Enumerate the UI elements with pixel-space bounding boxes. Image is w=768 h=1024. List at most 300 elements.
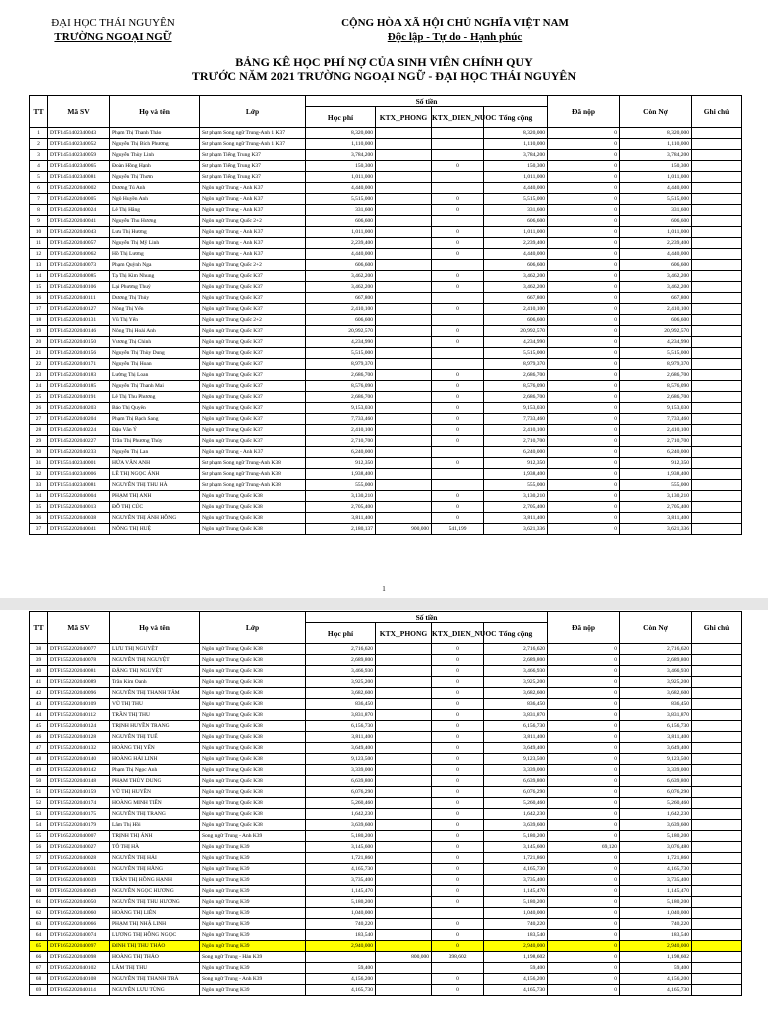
table-row: [30, 491, 742, 502]
debt-cell: 667,800: [620, 293, 692, 304]
note-cell: [692, 205, 742, 216]
table-row: [30, 754, 742, 765]
note-cell: [692, 677, 742, 688]
dorm-utility-cell: 0: [432, 941, 484, 952]
dorm-room-cell: [376, 359, 432, 370]
paid-cell: 0: [548, 447, 620, 458]
header-ho_ten: Họ và tên: [110, 612, 200, 644]
name-cell: Nguyễn Thị Bích Phương: [110, 139, 200, 150]
dorm-utility-cell: 0: [432, 721, 484, 732]
tuition-cell: 331,600: [306, 205, 376, 216]
dorm-room-cell: [376, 655, 432, 666]
dorm-room-cell: [376, 139, 432, 150]
paid-cell: 0: [548, 161, 620, 172]
dorm-room-cell: [376, 963, 432, 974]
tt-cell: 53: [30, 809, 48, 820]
total-cell: 8,576,090: [484, 381, 548, 392]
class-cell: Sư phạm Tiếng Trung K37: [200, 172, 306, 183]
student-id-cell: DTF1452202040146: [48, 326, 110, 337]
table-row: [30, 677, 742, 688]
tuition-cell: 3,639,600: [306, 820, 376, 831]
debt-cell: 3,831,870: [620, 710, 692, 721]
dorm-room-cell: [376, 985, 432, 996]
class-cell: Ngôn ngữ Trung K39: [200, 985, 306, 996]
total-cell: 3,649,400: [484, 743, 548, 754]
table-row: [30, 403, 742, 414]
note-cell: [692, 502, 742, 513]
class-cell: Ngôn ngữ Trung Quốc 2+2: [200, 216, 306, 227]
dorm-room-cell: [376, 436, 432, 447]
total-cell: 3,735,400: [484, 875, 548, 886]
dorm-room-cell: [376, 480, 432, 491]
note-cell: [692, 930, 742, 941]
dorm-room-cell: [376, 381, 432, 392]
dorm-room-cell: [376, 370, 432, 381]
student-id-cell: DTF1451402340081: [48, 172, 110, 183]
note-cell: [692, 513, 742, 524]
header-tt: TT: [30, 612, 48, 644]
dorm-utility-cell: 0: [432, 502, 484, 513]
debt-cell: 1,011,000: [620, 227, 692, 238]
student-id-cell: DTF1452202040106: [48, 282, 110, 293]
paid-cell: 0: [548, 128, 620, 139]
total-cell: 1,011,000: [484, 172, 548, 183]
class-cell: Ngôn ngữ Trung Quốc K37: [200, 271, 306, 282]
total-cell: 9,123,500: [484, 754, 548, 765]
class-cell: Sư phạm Song ngữ Trung-Anh K38: [200, 480, 306, 491]
student-id-cell: DTF1452202040224: [48, 425, 110, 436]
class-cell: Ngôn ngữ Trung Quốc K37: [200, 282, 306, 293]
total-cell: 4,440,000: [484, 183, 548, 194]
class-cell: Ngôn ngữ Trung Quốc K37: [200, 359, 306, 370]
tuition-cell: 3,339,000: [306, 765, 376, 776]
student-id-cell: DTF1552202040038: [48, 513, 110, 524]
total-cell: 606,600: [484, 260, 548, 271]
total-cell: 2,710,700: [484, 436, 548, 447]
table-row: [30, 524, 742, 535]
tuition-cell: 1,938,400: [306, 469, 376, 480]
note-cell: [692, 392, 742, 403]
dorm-room-cell: [376, 502, 432, 513]
name-cell: Đoàn Hồng Hạnh: [110, 161, 200, 172]
debt-cell: 2,705,400: [620, 502, 692, 513]
tuition-cell: 3,130,210: [306, 491, 376, 502]
name-cell: Phạm Thị Thanh Thảo: [110, 128, 200, 139]
debt-cell: 59,400: [620, 963, 692, 974]
dorm-utility-cell: 0: [432, 710, 484, 721]
class-cell: Ngôn ngữ Trung Quốc K38: [200, 677, 306, 688]
table-row: [30, 139, 742, 150]
note-cell: [692, 172, 742, 183]
note-cell: [692, 458, 742, 469]
header-ktx_phong: KTX_PHONG: [376, 107, 432, 128]
header-con_no: Còn Nợ: [620, 612, 692, 644]
note-cell: [692, 447, 742, 458]
tt-cell: 67: [30, 963, 48, 974]
class-cell: Ngôn ngữ Trung Quốc K37: [200, 326, 306, 337]
tt-cell: 22: [30, 359, 48, 370]
student-id-cell: DTF1552202040004: [48, 491, 110, 502]
table-row: [30, 853, 742, 864]
dorm-utility-cell: 0: [432, 842, 484, 853]
tt-cell: 10: [30, 227, 48, 238]
total-cell: 3,811,400: [484, 732, 548, 743]
tt-cell: 5: [30, 172, 48, 183]
class-cell: Ngôn ngữ Trung Quốc K37: [200, 403, 306, 414]
dorm-utility-cell: 0: [432, 831, 484, 842]
total-cell: 740,220: [484, 919, 548, 930]
class-cell: Song ngữ Trung - Anh K39: [200, 831, 306, 842]
class-cell: Sư phạm Song ngữ Trung-Anh K38: [200, 469, 306, 480]
table-row: [30, 392, 742, 403]
table-row: [30, 886, 742, 897]
debt-cell: 3,682,600: [620, 688, 692, 699]
student-id-cell: DTF1452202040185: [48, 381, 110, 392]
table-row: [30, 458, 742, 469]
note-cell: [692, 842, 742, 853]
table-row: [30, 304, 742, 315]
class-cell: Ngôn ngữ Trung K39: [200, 864, 306, 875]
header-ktx_dien_nuoc: KTX_DIEN_NUOC: [432, 623, 484, 644]
name-cell: Ngô Huyền Anh: [110, 194, 200, 205]
student-id-cell: DTF1452202040203: [48, 403, 110, 414]
table-row: [30, 150, 742, 161]
table-row: [30, 699, 742, 710]
total-cell: 3,639,600: [484, 820, 548, 831]
debt-cell: 3,811,400: [620, 513, 692, 524]
note-cell: [692, 743, 742, 754]
student-id-cell: DTF1552202040148: [48, 776, 110, 787]
name-cell: ĐINH THỊ THU THẢO: [110, 941, 200, 952]
note-cell: [692, 963, 742, 974]
dorm-room-cell: [376, 743, 432, 754]
student-id-cell: DTF1451402340065: [48, 161, 110, 172]
paid-cell: 0: [548, 370, 620, 381]
note-cell: [692, 941, 742, 952]
student-id-cell: DTF1452202040062: [48, 249, 110, 260]
name-cell: TRỊNH HUYỀN TRANG: [110, 721, 200, 732]
paid-cell: 0: [548, 315, 620, 326]
debt-cell: 3,784,200: [620, 150, 692, 161]
dorm-room-cell: [376, 491, 432, 502]
paid-cell: 0: [548, 392, 620, 403]
class-cell: Ngôn ngữ Trung Quốc K38: [200, 820, 306, 831]
class-cell: Ngôn ngữ Trung Quốc K37: [200, 348, 306, 359]
class-cell: Sư phạm Song ngữ Trung-Anh K38: [200, 458, 306, 469]
table-row: [30, 809, 742, 820]
class-cell: Sư phạm Song ngữ Trung-Anh 1 K37: [200, 139, 306, 150]
total-cell: 3,925,200: [484, 677, 548, 688]
dorm-room-cell: [376, 260, 432, 271]
total-cell: 6,639,800: [484, 776, 548, 787]
tt-cell: 31: [30, 458, 48, 469]
dorm-utility-cell: [432, 260, 484, 271]
class-cell: Ngôn ngữ Trung - Anh K37: [200, 205, 306, 216]
institution-header: [28, 16, 198, 44]
debt-cell: 331,600: [620, 205, 692, 216]
name-cell: Phạm Thị Bạch Sang: [110, 414, 200, 425]
note-cell: [692, 381, 742, 392]
tuition-cell: 7,733,460: [306, 414, 376, 425]
tt-cell: 66: [30, 952, 48, 963]
total-cell: 5,180,200: [484, 897, 548, 908]
student-id-cell: DTF1452202040073: [48, 260, 110, 271]
tt-cell: 39: [30, 655, 48, 666]
tuition-cell: 4,165,730: [306, 985, 376, 996]
name-cell: Hồ Thị Lương: [110, 249, 200, 260]
student-id-cell: DTF1552202040124: [48, 721, 110, 732]
header-con_no: Còn Nợ: [620, 96, 692, 128]
national-header: [330, 16, 580, 44]
paid-cell: 0: [548, 381, 620, 392]
dorm-utility-cell: [432, 315, 484, 326]
name-cell: PHẠM THỊ ANH: [110, 491, 200, 502]
name-cell: Bảo Thị Quyên: [110, 403, 200, 414]
tuition-cell: 4,440,000: [306, 249, 376, 260]
dorm-utility-cell: 0: [432, 699, 484, 710]
dorm-room-cell: [376, 425, 432, 436]
tt-cell: 52: [30, 798, 48, 809]
student-id-cell: DTF1652202040028: [48, 853, 110, 864]
class-cell: Ngôn ngữ Trung - Anh K37: [200, 183, 306, 194]
table-row: [30, 359, 742, 370]
class-cell: Ngôn ngữ Trung - Anh K37: [200, 238, 306, 249]
table-row: [30, 655, 742, 666]
dorm-utility-cell: 0: [432, 271, 484, 282]
page-number: 1: [382, 585, 386, 593]
table-row: [30, 776, 742, 787]
dorm-utility-cell: [432, 128, 484, 139]
debt-cell: 2,410,100: [620, 425, 692, 436]
tt-cell: 58: [30, 864, 48, 875]
class-cell: Sư phạm Tiếng Trung K37: [200, 161, 306, 172]
table-row: [30, 315, 742, 326]
dorm-room-cell: [376, 842, 432, 853]
total-cell: 5,515,000: [484, 348, 548, 359]
dorm-utility-cell: 0: [432, 666, 484, 677]
class-cell: Ngôn ngữ Trung Quốc K38: [200, 699, 306, 710]
student-id-cell: DTF1652202040060: [48, 908, 110, 919]
paid-cell: 0: [548, 897, 620, 908]
name-cell: Nông Thị Hoài Anh: [110, 326, 200, 337]
student-id-cell: DTF1552202040089: [48, 677, 110, 688]
paid-cell: 0: [548, 776, 620, 787]
student-id-cell: DTF1652202040098: [48, 952, 110, 963]
class-cell: Ngôn ngữ Trung K39: [200, 886, 306, 897]
class-cell: Ngôn ngữ Trung K39: [200, 941, 306, 952]
dorm-utility-cell: 0: [432, 732, 484, 743]
dorm-utility-cell: 0: [432, 677, 484, 688]
name-cell: HOÀNG HẢI LINH: [110, 754, 200, 765]
total-cell: 3,682,600: [484, 688, 548, 699]
paid-cell: 0: [548, 260, 620, 271]
tuition-cell: 4,440,000: [306, 183, 376, 194]
table-row: [30, 161, 742, 172]
paid-cell: 0: [548, 809, 620, 820]
tuition-cell: 1,011,000: [306, 227, 376, 238]
tt-cell: 3: [30, 150, 48, 161]
dorm-utility-cell: 0: [432, 227, 484, 238]
class-cell: Ngôn ngữ Trung Quốc K37: [200, 370, 306, 381]
table-row: [30, 337, 742, 348]
note-cell: [692, 425, 742, 436]
debt-cell: 3,339,000: [620, 765, 692, 776]
debt-cell: 1,040,000: [620, 908, 692, 919]
tuition-cell: 9,123,500: [306, 754, 376, 765]
total-cell: 3,466,930: [484, 666, 548, 677]
name-cell: NÔNG THỊ HUỆ: [110, 524, 200, 535]
student-id-cell: DTF1551402340001: [48, 458, 110, 469]
dorm-room-cell: [376, 348, 432, 359]
name-cell: TRẦN THỊ HỒNG HẠNH: [110, 875, 200, 886]
class-cell: Ngôn ngữ Trung - Anh K37: [200, 194, 306, 205]
class-cell: Ngôn ngữ Trung Quốc K38: [200, 502, 306, 513]
note-cell: [692, 414, 742, 425]
dorm-room-cell: [376, 809, 432, 820]
dorm-room-cell: [376, 644, 432, 655]
student-id-cell: DTF1452202040043: [48, 227, 110, 238]
paid-cell: 0: [548, 787, 620, 798]
tt-cell: 28: [30, 425, 48, 436]
class-cell: Ngôn ngữ Trung K39: [200, 919, 306, 930]
paid-cell: 0: [548, 194, 620, 205]
dorm-room-cell: [376, 787, 432, 798]
dorm-utility-cell: 0: [432, 809, 484, 820]
debt-cell: 3,076,480: [620, 842, 692, 853]
debt-cell: 6,156,730: [620, 721, 692, 732]
paid-cell: 0: [548, 282, 620, 293]
table-row: [30, 952, 742, 963]
total-cell: 8,320,000: [484, 128, 548, 139]
student-id-cell: DTF1452202040131: [48, 315, 110, 326]
tuition-cell: 3,682,600: [306, 688, 376, 699]
class-cell: Ngôn ngữ Trung - Anh K37: [200, 249, 306, 260]
note-cell: [692, 875, 742, 886]
table-row: [30, 326, 742, 337]
paid-cell: 0: [548, 502, 620, 513]
tuition-cell: 3,145,600: [306, 842, 376, 853]
dorm-utility-cell: 0: [432, 776, 484, 787]
tt-cell: 7: [30, 194, 48, 205]
tuition-cell: 4,234,990: [306, 337, 376, 348]
total-cell: 59,400: [484, 963, 548, 974]
note-cell: [692, 304, 742, 315]
dorm-room-cell: [376, 282, 432, 293]
total-cell: 836,450: [484, 699, 548, 710]
dorm-utility-cell: 0: [432, 919, 484, 930]
class-cell: Ngôn ngữ Trung Quốc K37: [200, 304, 306, 315]
note-cell: [692, 776, 742, 787]
name-cell: NGUYỄN THỊ THANH TRÀ: [110, 974, 200, 985]
debt-cell: 6,240,000: [620, 447, 692, 458]
total-cell: 4,234,990: [484, 337, 548, 348]
class-cell: Ngôn ngữ Trung Quốc K38: [200, 732, 306, 743]
tuition-cell: 2,689,800: [306, 655, 376, 666]
table-row: [30, 930, 742, 941]
table-row: [30, 666, 742, 677]
debt-cell: 3,811,400: [620, 732, 692, 743]
header-so-tien: Số tiền: [306, 96, 548, 107]
tt-cell: 44: [30, 710, 48, 721]
dorm-room-cell: [376, 677, 432, 688]
total-cell: 555,000: [484, 480, 548, 491]
paid-cell: 0: [548, 183, 620, 194]
tt-cell: 38: [30, 644, 48, 655]
class-cell: Ngôn ngữ Trung Quốc K38: [200, 754, 306, 765]
tuition-cell: 5,515,000: [306, 348, 376, 359]
table-row: [30, 425, 742, 436]
dorm-utility-cell: 0: [432, 875, 484, 886]
class-cell: Ngôn ngữ Trung K39: [200, 963, 306, 974]
tuition-cell: 4,156,200: [306, 974, 376, 985]
tt-cell: 19: [30, 326, 48, 337]
dorm-room-cell: [376, 183, 432, 194]
dorm-room-cell: [376, 875, 432, 886]
paid-cell: 0: [548, 458, 620, 469]
debt-cell: 3,130,210: [620, 491, 692, 502]
paid-cell: 0: [548, 985, 620, 996]
tuition-cell: 2,180,137: [306, 524, 376, 535]
paid-cell: 0: [548, 688, 620, 699]
debt-cell: 4,440,000: [620, 183, 692, 194]
class-cell: Ngôn ngữ Trung - Anh K37: [200, 447, 306, 458]
tt-cell: 6: [30, 183, 48, 194]
table-row: [30, 831, 742, 842]
name-cell: HOÀNG THỊ YẾN: [110, 743, 200, 754]
total-cell: 5,180,200: [484, 831, 548, 842]
class-cell: Ngôn ngữ Trung Quốc K38: [200, 688, 306, 699]
table-row: [30, 897, 742, 908]
paid-cell: 0: [548, 974, 620, 985]
total-cell: 2,940,000: [484, 941, 548, 952]
dorm-utility-cell: [432, 480, 484, 491]
dorm-room-cell: [376, 392, 432, 403]
tuition-cell: 183,540: [306, 930, 376, 941]
debt-cell: 2,686,700: [620, 392, 692, 403]
table-row: [30, 249, 742, 260]
dorm-room-cell: [376, 897, 432, 908]
table-row: [30, 282, 742, 293]
student-id-cell: DTF1452202040233: [48, 447, 110, 458]
tuition-cell: 1,011,000: [306, 172, 376, 183]
tuition-cell: 6,639,800: [306, 776, 376, 787]
name-cell: NGUYỄN THỊ TUẾ: [110, 732, 200, 743]
dorm-utility-cell: 0: [432, 161, 484, 172]
dorm-utility-cell: 0: [432, 205, 484, 216]
note-cell: [692, 249, 742, 260]
debt-cell: 4,440,000: [620, 249, 692, 260]
class-cell: Song ngữ Trung - Hàn K39: [200, 952, 306, 963]
dorm-room-cell: [376, 974, 432, 985]
dorm-utility-cell: [432, 216, 484, 227]
dorm-room-cell: [376, 403, 432, 414]
dorm-utility-cell: 0: [432, 194, 484, 205]
total-cell: 2,705,400: [484, 502, 548, 513]
name-cell: Lâm Thị Hồi: [110, 820, 200, 831]
name-cell: ĐẶNG THỊ NGUYỆT: [110, 666, 200, 677]
paid-cell: 0: [548, 337, 620, 348]
table-row: [30, 798, 742, 809]
student-id-cell: DTF1552202040112: [48, 710, 110, 721]
note-cell: [692, 974, 742, 985]
dorm-utility-cell: 0: [432, 864, 484, 875]
note-cell: [692, 688, 742, 699]
debt-cell: 912,350: [620, 458, 692, 469]
debt-cell: 4,165,730: [620, 864, 692, 875]
student-id-cell: DTF1452202040085: [48, 271, 110, 282]
note-cell: [692, 348, 742, 359]
tuition-cell: 6,076,290: [306, 787, 376, 798]
